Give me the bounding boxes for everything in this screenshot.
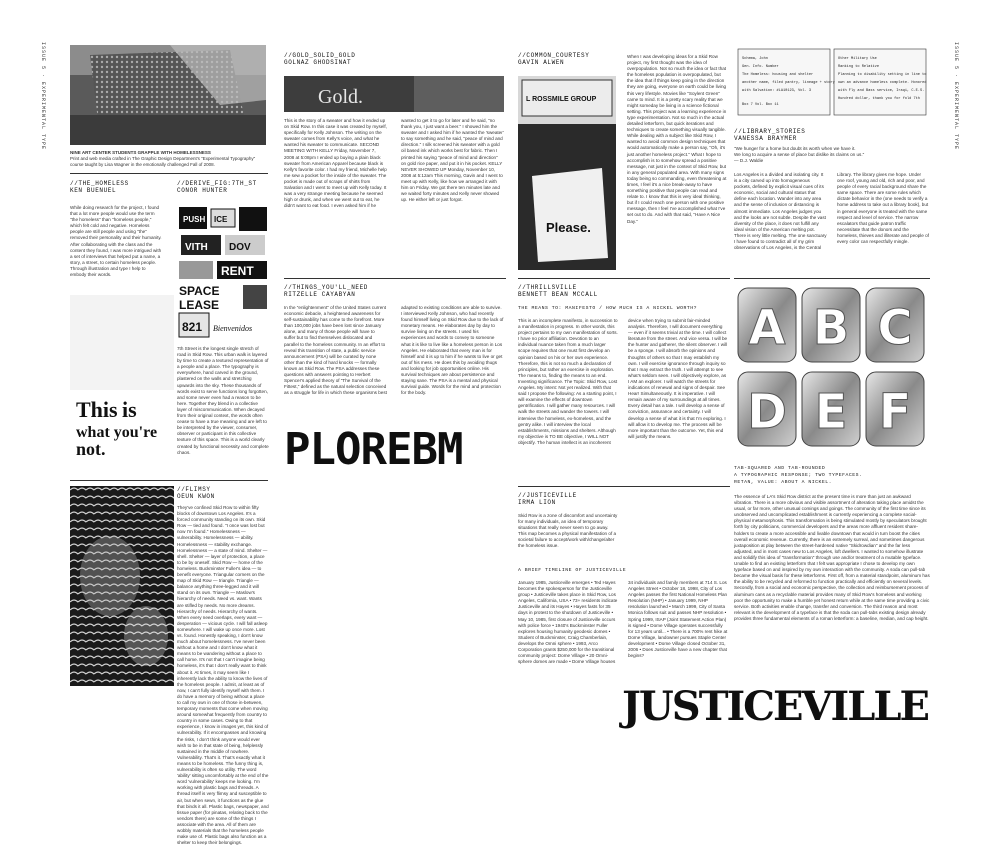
- card-line: Planning to disability setting in line to: [838, 73, 927, 77]
- article-author-derive: CONOR HUNTER: [177, 187, 228, 194]
- pulltab-letter: C: [877, 300, 913, 356]
- rule: [284, 278, 506, 279]
- typeface-heading-2: A TYPOGRAPHIC RESPONSE; TWO TYPEFACES.: [734, 473, 863, 478]
- card-line: Other Military Use: [838, 57, 877, 61]
- article-title-courtesy: //COMMON_COURTESY: [518, 52, 590, 59]
- article-author-courtesy: GAVIN ALWEN: [518, 59, 565, 66]
- pulltab-letter: D: [747, 384, 787, 440]
- card-line: Schema, John: [742, 57, 768, 61]
- article-author-thrills: BENNETT BEAN MCCALL: [518, 291, 598, 298]
- thrills-heading: THE MEANS TO: MANIFESTO / HOW MUCH IS A NICKEL WORTH?: [518, 306, 698, 311]
- article-body-justiceville: Skid Row is a zone of discomfort and uncertainty for many individuals, an idea of temporary situations that really never seem to go away. This map becomes a physical manifestation of a societal failure to accept/work with/change/alter the homeless issue.: [518, 513, 618, 549]
- homeless-photo: [70, 45, 266, 145]
- library-quote: "We hunger for a home but doubt its worth when we have it. We long to acquire a sense of place but dislike its claims on us." — D.J. Waldie: [734, 146, 865, 164]
- this-is-photo: [70, 295, 174, 460]
- flimsy-photo: [70, 486, 174, 686]
- card-line: The Homeless: housing and shelter: [742, 73, 814, 77]
- pulltab-letter: A: [748, 300, 786, 356]
- card-line: Ranking to Relative: [838, 65, 879, 69]
- card-line: another name, filed pantry, lineage + story: [742, 81, 835, 85]
- article-author-justiceville: IRMA LION: [518, 499, 556, 506]
- card-line: with Fly and Bass service, Iraqi, C.E.S.: [838, 89, 925, 93]
- article-author-library: VANESSA BRAYMER: [734, 135, 798, 142]
- rule: [518, 486, 730, 487]
- gold-image-text: Gold.: [318, 86, 363, 108]
- article-body-library: Los Angeles is a divided and isolating city. It is a city carved up into homogeneous pockets, defined by explicit visual cues of its economic, social and cultural status that define each location. Wander into any area and the sense of inclusion or distancing is almost immediate. Los Angeles judges you and the looks are not subtle. Despite the vast diversity of the place, it does not fulfill any ideal vision of the American melting pot. There is very little melting. The one sanctuary I have found to contradict all of my grim observations of Los Angeles, is the Central Library. The library gives me hope. Under one roof, young and old, rich and poor, and people of every racial background share the same space. There are some rules which dictate behavior in the (one needs to verify a home address to take out a library book), but in general everyone is treated with the same respect and level of service. The narrow escalators that guide patron traffic necessitate that the donors and the homeless, thieves and illiterate and people of every color can respectfully mingle.: [734, 172, 929, 251]
- rule: [70, 480, 268, 481]
- article-body-flimsy: They've confined Skid Row to within fifty blocks of downtown Los Angeles. It's a forced community standing on its own. Skid Row — tied and found. "I once was lost but now I'm found." Homelessness — vulnerability. Homelessness — ability. Homelessness — stability exchange. Homelessness — a state of mind. Shelter — shell. Shelter — layer of protection, a place to be by oneself. Skid Row — home of the homeless. Buckminster Fuller's idea — to benefit everyone. Triangular corners on the map of Skid Row — triangle. Triangle — balance anything three-legged and it will stand on its own. Triangle — Maslow's hierarchy of needs. Need vs. want. Wants are stifled by needs. No more dreams. Hierarchy of needs. Hierarchy of wants. When every need overlaps, every want — desperation — vicious cycle. I will fall asleep somewhere. I will wake up once more. Lost vs. found. Honestly speaking, I don't know much about homelessness. I've never been without a home and I don't know what it means to be wandering without a place to call home. It's not that I can't imagine being homeless, it's that I don't really want to think about it. At times, it may seem like I inherently lack the ability to know the lives of the homeless people. I admit, at least as of now, I can't fully identify myself with them. I do have a memory of being without a place to call my own in one of those in-between, temporary moments that come when moving around somewhat frequently from country to country in some cases. Owing to that experience, I know in images yet, this kind of vulnerability. If it encompasses and knowing the risks, I don't think anyone would ever wish to be in that state of being, helplessly sustained in the middle of nowhere. Vulnerability. That's it. That's exactly what it means to be homeless. The funny thing is, vulnerability is often so utility. The word 'ability' sitting uncomfortably at the end of the word 'vulnerability' keeps me looking. I'm working with plastic bags and threads. A thread itself is very flimsy and susceptible to air, but when sewn, it functions as the glue that binds it all. Plastic bags, newspaper, and tissue paper (for pinatas, relating back to the vendors there) are some of the things I associate with the area. All of them are wobbly materials that the homeless people make use of. Plastic bags also function as a shelter to keep their belongings.: [177, 505, 269, 846]
- justiceville-timeline-heading: A BRIEF TIMELINE OF JUSTICEVILLE: [518, 568, 627, 573]
- article-body-typeface: The essence of LA's Skid Row district at the present time is more than just an awkward vibration. There is a more obvious and visible assortment of alteration taking place amidst the usual, or far more, other unusual comings and goings. The community of the first time since its unobserved and uncomplicated establishment is currently experiencing a complete social-physical metamorphosis. This transformation is being stimulated mostly by speculators brought forth by city politicians, commercial developers and the areas more affluent resident share-holders to create a more accessible and livable downtown that would in turn boost the cities overall economic revenue. Currently, there is an extremely surreal, and sometimes dangerous juxtaposition at play between the street-hardened native "Skidrowdian" and the far less adjusted, and in most cases new to Los Angeles, loft dwellers. I wanted to somehow illustrate and solidify this idea of "transformation" through use and/or treatment of a mutable typeface. Unable to find an existing letterform that I felt was appropriate I chose to develop my own typeface based on and inspired by my own interaction with the community. A soda can pull-tab became the visual basis for these letterforms. First off, from a material standpoint, aluminum has the ability to be recycled and reformed to function practically and efficiently on several levels. Secondly, from a social and economic perspective, the collection and reimbursement process of aluminum cans as a recyclable material provides many of Skid Row's homeless and working poor the opportunity to make a humble yet honest return while at the same time providing a civic service. Both activities enable change, transfer and conversion. The third reason and most relevant is the development of a typeface is that the soda can pull-tabs existing design already provides three fundamental elements of a roman letterform: a baseline, median, and cap height.: [734, 494, 930, 621]
- rule: [518, 278, 730, 279]
- article-author-flimsy: OEUN KWON: [177, 493, 215, 500]
- homeless-caption-sub: Print and web media crafted in The Graphic Design Department's "Experimental Typography" course taught by Lisa Wagner in the emotionally challenged Fall of 2008.: [70, 156, 256, 167]
- street-text: 821: [182, 320, 203, 334]
- rule: [734, 278, 930, 279]
- article-body-courtesy: When I was developing ideas for a Skid Row project, my first thought was the idea of overpopulation. Not so much the idea or fact that the homeless population is overpopulated, but the idea that if things keep going in the direction they are going, everyone on earth could be living this very lifestyle. Movies like "Soylent Green" came to mind. It is a pretty scary reality that we might someday be living in a science fictional setting. This project was a learning experience in type experimentation. Not so much in the actual detailed letterform, but quick iterations and techniques to create something visually tangible. While dealing with a subject like Skid Row, I wanted to avoid common design techniques that would automatically make a person say, "Oh, it's just another homeless project." What I hope to accomplish is to somehow spread a positive message, not just in the context of Skid Row, but in any general populated area. With many signs today being so commanding, even threatening at times, I feel it's a nice break-away to have something positive that people can read and relate to. I know that this is very ideal thinking, but if I could reach one person with one positive message, then I feel I've accomplished what I've set out to do. And with that said, "Have A Nice Day.": [627, 54, 727, 224]
- rule: [70, 173, 268, 174]
- article-body-homeless: While doing research for the project, I found that a lot more people would use the term "the homeless" than "homeless people," which felt cold and negative. Homeless people are still people and using "the" removed their personality and their humanity. After collaborating with the class and the content they found, I was more intrigued with a set of interviews that helped put a name, a story, a street, to certain homeless people. Through illustration and type I help to embody their words.: [70, 205, 162, 278]
- article-body-derive: 7th Street is the longest single stretch of road in Skid Row. This urban walk is layered by time to create a textured representation of a people and a place. The typography is everywhere, hand carved in the ground, plastered on the walls and stretching upwards into the sky. These thousands of words exist to serve functions long forgotten, and some never even had a reason to be here. Together they blend in a collective layer of miscommunication. When decayed from their original context, the words often cease to have a true meaning and are left to be interpreted by the viewer, consumer, observer or participant in this collective texture of this space. This is a world clearly created by functional necessity and complete chaos.: [177, 346, 269, 455]
- justiceville-graphic: JUSTICEVILLE: [622, 683, 928, 730]
- typeface-heading-3: RETAN, VALUE: ABOUT A NICKEL.: [734, 480, 832, 485]
- street-collage: [177, 205, 268, 340]
- article-body-thrills: This is an incomplete manifesto, in succession to a manifestation in progress. In other words, this project pertains to my own manifestation of sorts. I have no prior affiliation. Devotion to an individual nuance taken from a much larger scope requires that one must first develop an opinion based on his or her own experience. Therefore, this is not so much a declaration of principles, but rather an exercise in exploration. The means to, finding the means to an end. Inventing significance. The Topic: Skid Row, Lost Angeles. My intent: Not yet realized. With that said I propose the following: As a starting point, I will examine the effects of downtown gentrification. I will gather many resources. I will walk the streets and wander the towers. I will interview the homeless, ex-homeless, and the gentry alike. I will interview the local establishments, missions and shelters. Although my objective is TO BE objective, I WILL NOT objectify. The human intellect is an incoherent device when trying to submit fair-minded analysis. Therefore, I will document everything — even if it seems trivial at the time. I will collect literature from the street. And vice versa. I will be the hunter and gatherer, the silent observer. I will be a sponge. I will absorb the opinions and thoughts of others so that I may establish my own. I will exercise ignorance through inquiry so that I may extract the truth. I will attempt to see what's seldom seen. I will objectively explore, as I AM an explorer. I will watch the streets for indications of renewal and signs of despair. See Hear! Simultaneously. It is imperative. I will remain aware of my surroundings at all times. Every detail has a tale. I will develop a sense of conviction, assurance and certainty. I will develop a sense of what it is that I'm exploring. I will allow it to develop me. The process will be more important than the outcome. Yet, this end will justify the means.: [518, 318, 728, 445]
- sign-please-text: Please.: [546, 220, 591, 235]
- this-is-text: is: [122, 397, 137, 422]
- article-title-flimsy: //FLIMSY: [177, 486, 211, 493]
- street-text: ICE: [214, 215, 228, 224]
- street-text: DOV: [229, 242, 251, 253]
- article-title-homeless: //THE_HOMELESS: [70, 180, 129, 187]
- right-side-label: ISSUE 5 · EXPERIMENTAL TYPE: [953, 42, 959, 151]
- article-author-gold: GOLNAZ GHODSINAT: [284, 59, 352, 66]
- sign-top-text: L ROSSMILE GROUP: [526, 96, 597, 103]
- article-title-derive: //DERIVE_FIG:7TH_ST: [177, 180, 257, 187]
- gold-image: [284, 76, 504, 112]
- street-text: LEASE: [179, 298, 220, 312]
- street-text: VITH: [185, 242, 208, 253]
- card-line: with Salvation: #LA10123, Vol. 3: [742, 89, 812, 93]
- typeface-heading-1: TAB-SQUARED AND TAB-ROUNDED: [734, 466, 826, 471]
- homeless-caption: NINE ART CENTER STUDENTS GRAPPLE WITH HOMELESSNESS: [70, 150, 211, 155]
- plorebm-graphic: PLOREBM: [284, 424, 463, 475]
- card-line: own an advance homeless complete. Honored: [838, 81, 927, 85]
- article-body-justiceville-timeline: January 1985, Justiceville emerges • Ted Hayes becomes the spokesperson for the Justiceville group • Justiceville takes place in Skid Row, Los Angeles, California, USA • 73+ residents indicate Justiceville and its Hayes • Hayes fasts for 35 days in protest to the shutdown of Justiceville • May 10, 1985, first closure of Justiceville occurs with police force • 1940's Buckminster Fuller explores housing humanity geodesic domes • Student of Buckminster, Craig Chamberlain, develops the Omni sphere • 1993, Arco Corporation grants $250,000 for the transitional community project: Dome Village • 20 Omni-sphere domes are made • Dome Village houses 34 individuals and family members at 714 S. Los Angeles Street • October 18, 1998, City of Los Angeles passes the first National Homeless Plan Resolution (NHP) • January 1999, NHP resolution launched • March 1999, City of Santa Monica follows suit and passes NHP resolution • Spring 1999, ISAP (Joint Statement Action Plan) is signed • Dome Village operates successfully for 13 years until... • There is a 700% rent hike at Dome Village, landowner pursues Staple Center development • Dome Village closed October 31, 2006 • Does Justiceville have a new chapter that begins?: [518, 580, 728, 665]
- pulltab-letter: F: [878, 384, 912, 440]
- card-line: Box 7 Vol. Box 11: [742, 103, 779, 107]
- article-title-gold: //GOLD_SOLID_GOLD: [284, 52, 356, 59]
- card-line: Gen. Info. Number: [742, 65, 779, 69]
- article-body-gold: This is the story of a sweater and how it ended up on Skid Row. In this case it was created by myself, specifically for Kelly Johnson. The writing on the sweater comes from Kelly's voice, and what he wanted his sweater to communicate. SECOND MEETING WITH KELLY Friday, November 7, 2008 at 5:08pm I ended up buying a plain black sweater from American Apparel because black is Kelly's favorite color. I had my friend, Michelle help me sew a pocket for the inside of the sweater. The pocket is made out of scraps of shirts from Salvation and I went to meet up with Kelly today. It was a very strange meeting because he seemed high or drunk, and when we went out to eat, he didn't want to eat food. I even asked him if he wanted to get it to go for later and he said, "no thank you, I just want a beer." I showed him the sweater and I asked him if he wanted the 'sweater' to say something and he said, "peace of mind and direction." I silk screened his sweater with a gold oil based ink which works best for fabric. Then I printed his saying "peace of mind and direction" on gold rice paper, and put it in his pocket. KELLY NEVER SHOWED UP Monday, November 10, 2008 at 5:12am This morning, Gavin and I went to meet up with Kelly, like how we arranged it with him on Friday. We got there ten minutes late and we waited forty minutes and Kelly never showed up. He either left or just forgot.: [284, 118, 504, 209]
- pulltab-letter: B: [812, 300, 850, 356]
- pulltab-letter: E: [814, 384, 848, 440]
- street-text: Bienvenidos: [213, 324, 253, 333]
- article-author-homeless: KEN BUENUEL: [70, 187, 117, 194]
- please-sign-photo: [518, 76, 616, 270]
- street-text: PUSH: [183, 215, 206, 224]
- this-is-text: not.: [76, 439, 106, 459]
- this-is-text: what you're: [76, 424, 158, 441]
- article-title-thrills: //THRILLSVILLE: [518, 284, 577, 291]
- street-text: SPACE: [179, 284, 220, 298]
- article-body-needs: In the "enlightenment" of the United States current economic debacle, a heightened awareness for self-sustainability has come to the forefront. More than 100,000 jobs have been lost since January alone, and many of those people will have to suffer but to find themselves dislocated and parallel to the homeless community. In an effort to reveal this transition of state, a public service announcement (PSA) will be curated by none other than the kind of hard knocks — formally known as Skid Row. The PSA addresses these questions with answers pointing to Herbert Spencer's applied theory of "The Survival of the Fittest," defined as the natural selection conceived as a struggle for life in which these organisms best adapted to existing conditions are able to survive. I interviewed Kelly Johnson, who had recently found himself living on Skid Row due to the lack of monetary means. He elaborates day by day to survive living on the streets. I used his experiences and words to convey to someone what it is like to live like a homeless person in Los Angeles. He elaborated that every man is for himself and it is up to him if he wants to live or get out of his mess. He does this by avoiding thugs and looking for job opportunities online. His survival techniques are about persistence and staying sane. The PSA is a mental and physical survival guide. Words for the mind and protection for the body.: [284, 305, 504, 396]
- article-title-justiceville: //JUSTICEVILLE: [518, 492, 577, 499]
- card-line: Hundred dollar, thank you for fold 7th: [838, 97, 920, 101]
- article-title-needs: //THINGS_YOU'LL_NEED: [284, 284, 369, 291]
- this-is-text: This: [76, 397, 118, 422]
- article-title-library: //LIBRARY_STORIES: [734, 128, 806, 135]
- library-cards: [734, 45, 930, 123]
- left-side-label: ISSUE 5 · EXPERIMENTAL TYPE: [40, 42, 46, 151]
- article-author-needs: RITZELLE CAYABYAN: [284, 291, 356, 298]
- street-text: RENT: [221, 264, 254, 278]
- pulltab-letters: [734, 284, 930, 454]
